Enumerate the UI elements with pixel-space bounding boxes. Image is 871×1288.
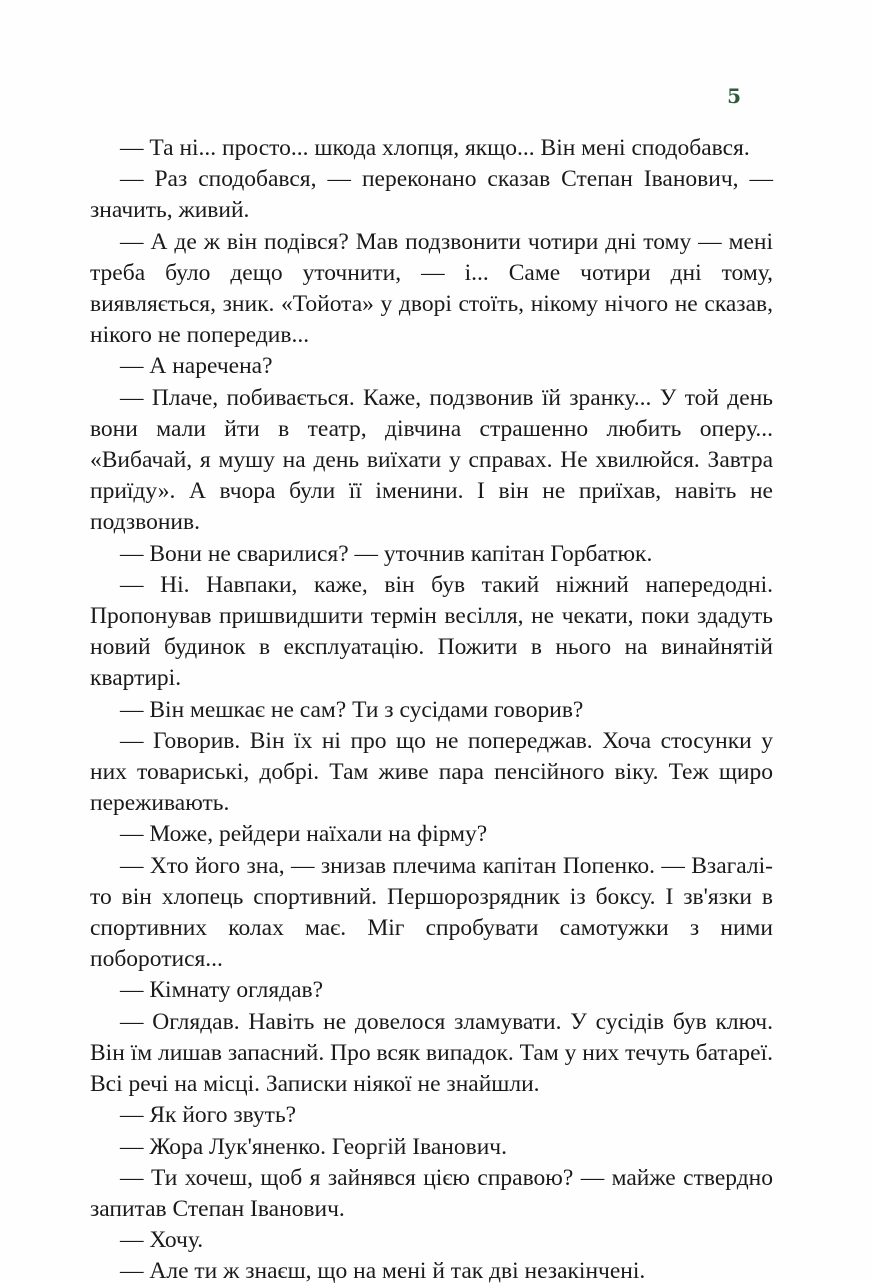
paragraph: — Оглядав. Навіть не довелося зламувати. У сусідів був ключ. Він їм лишав запасний. Про всяк випадок. Там у них течуть батареї. Всі речі на місці. Записки ніякої не знайшли. xyxy=(90,1008,773,1098)
paragraph: — Але ти ж знаєш, що на мені й так дві незакінчені. xyxy=(120,1258,646,1285)
page-number: 5 xyxy=(727,84,741,108)
paragraph: — Жора Лук'яненко. Георгій Іванович. xyxy=(120,1133,507,1160)
paragraph: — Як його звуть? xyxy=(120,1102,297,1129)
paragraph: — Ти хочеш, щоб я зайнявся цією справою? — майже ствердно запитав Степан Іванович. xyxy=(90,1164,773,1222)
paragraph: — А наречена? xyxy=(120,353,273,380)
paragraph: — Хто його зна, — знизав плечима капітан Попенко. — Взагалі-то він хлопець спортивний. Першорозрядник із боксу. І зв'язки в спортивних колах має. Міг спробувати самотужки з ними поборотися... xyxy=(90,852,773,973)
paragraph: — Ні. Навпаки, каже, він був такий ніжний напередодні. Пропонував пришвидшити термін весілля, не чекати, поки здадуть новий будинок в експлуатацію. Пожити в нього на винайнятій квартирі. xyxy=(90,571,773,692)
paragraph: — А де ж він подівся? Мав подзвонити чотири дні тому — мені треба було дещо уточнити, — і... Саме чотири дні тому, виявляється, зник. «Тойота» у дворі стоїть, нікому нічого не сказав, нікого не попередив... xyxy=(90,228,773,349)
paragraph: — Кімнату оглядав? xyxy=(120,977,324,1004)
paragraph: — Вони не сварилися? — уточнив капітан Горбатюк. xyxy=(120,540,653,567)
text-block xyxy=(90,133,773,1288)
paragraph: — Плаче, побивається. Каже, подзвонив їй зранку... У той день вони мали йти в театр, дівчина страшенно любить оперу... «Вибачай, я мушу на день виїхати у справах. Не хвилюйся. Завтра приїду». А вчора були її іменини. І він не приїхав, навіть не подзвонив. xyxy=(90,384,773,536)
paragraph: — Хочу. xyxy=(120,1227,204,1254)
paragraph: — Говорив. Він їх ні про що не попереджав. Хоча стосунки у них товариські, добрі. Там живе пара пенсійного віку. Теж щиро переживають. xyxy=(90,727,773,817)
paragraph: — Раз сподобався, — переконано сказав Степан Іванович, — значить, живий. xyxy=(90,166,773,224)
paragraph: — Може, рейдери наїхали на фірму? xyxy=(120,821,488,848)
paragraph: — Він мешкає не сам? Ти з сусідами говорив? xyxy=(120,696,584,723)
paragraph: — Та ні... просто... шкода хлопця, якщо... Він мені сподобався. xyxy=(120,135,750,161)
